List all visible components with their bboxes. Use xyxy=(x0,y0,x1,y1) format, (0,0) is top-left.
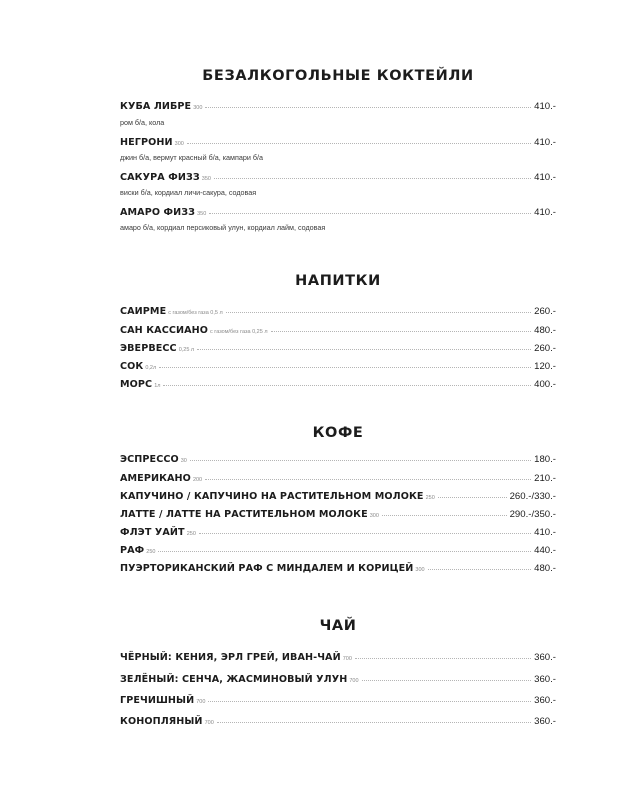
item-volume: 0,2л xyxy=(145,365,157,371)
dot-leader xyxy=(190,460,531,461)
item-volume: 300 xyxy=(415,567,425,573)
dot-leader xyxy=(197,349,531,350)
item-price: 360.- xyxy=(534,674,556,685)
item-name: КАПУЧИНО / КАПУЧИНО НА РАСТИТЕЛЬНОМ МОЛОКЕ xyxy=(120,491,424,502)
item-description: джин б/а, вермут красный б/а, кампари б/а xyxy=(120,153,263,162)
dot-leader xyxy=(382,515,507,516)
item-price: 360.- xyxy=(534,652,556,663)
dot-leader xyxy=(214,178,531,179)
item-name: АМАРО ФИЗЗ xyxy=(120,207,196,218)
menu-item xyxy=(120,695,556,706)
item-name: ЗЕЛЁНЫЙ: СЕНЧА, ЖАСМИНОВЫЙ УЛУН xyxy=(120,674,348,685)
menu-item xyxy=(120,454,556,465)
dot-leader xyxy=(362,680,532,681)
item-price: 410.- xyxy=(534,527,556,538)
item-price: 260.-/330.- xyxy=(509,491,556,502)
item-name: ЧЁРНЫЙ: КЕНИЯ, ЭРЛ ГРЕЙ, ИВАН-ЧАЙ xyxy=(120,652,341,663)
dot-leader xyxy=(271,331,532,332)
item-price: 410.- xyxy=(534,207,556,218)
menu-item xyxy=(120,172,556,183)
item-name: АМЕРИКАНО xyxy=(120,473,191,484)
item-price: 180.- xyxy=(534,454,556,465)
item-volume: 700 xyxy=(196,699,206,705)
dot-leader xyxy=(226,312,531,313)
item-price: 410.- xyxy=(534,172,556,183)
item-volume: с газом/без газа 0,5 л xyxy=(168,310,223,316)
item-price: 210.- xyxy=(534,473,556,484)
item-description: амаро б/а, кордиал персиковый улун, кордиал лайм, содовая xyxy=(120,223,326,232)
item-volume: 250 xyxy=(425,495,435,501)
dot-leader xyxy=(217,722,531,723)
dot-leader xyxy=(199,533,531,534)
menu-item xyxy=(120,674,556,685)
dot-leader xyxy=(208,701,531,702)
item-price: 120.- xyxy=(534,361,556,372)
item-price: 400.- xyxy=(534,379,556,390)
menu-item xyxy=(120,137,556,148)
item-volume: 300 xyxy=(369,513,379,519)
item-volume: 250 xyxy=(186,531,196,537)
item-name: КОНОПЛЯНЫЙ xyxy=(120,716,203,727)
item-name: НЕГРОНИ xyxy=(120,137,173,148)
menu-item xyxy=(120,325,556,336)
menu-item xyxy=(120,563,556,574)
item-volume: 200 xyxy=(192,477,203,483)
dot-leader xyxy=(187,143,531,144)
item-volume: 350 xyxy=(201,176,211,182)
dot-leader xyxy=(163,385,531,386)
menu-item xyxy=(120,101,556,112)
item-price: 480.- xyxy=(534,563,556,574)
item-price: 360.- xyxy=(534,695,556,706)
item-price: 260.- xyxy=(534,306,556,317)
item-price: 260.- xyxy=(534,343,556,354)
item-name: РАФ xyxy=(120,545,145,556)
menu-item xyxy=(120,361,556,372)
item-price: 480.- xyxy=(534,325,556,336)
menu-item xyxy=(120,473,556,484)
item-name: МОРС xyxy=(120,379,153,390)
item-name: ЭВЕРВЕСС xyxy=(120,343,177,354)
item-price: 410.- xyxy=(534,137,556,148)
section-title-drinks: НАПИТКИ xyxy=(295,273,381,289)
item-name: ЛАТТЕ / ЛАТТЕ НА РАСТИТЕЛЬНОМ МОЛОКЕ xyxy=(120,509,368,520)
item-name: КУБА ЛИБРЕ xyxy=(120,101,192,112)
menu-item xyxy=(120,652,556,663)
item-price: 360.- xyxy=(534,716,556,727)
dot-leader xyxy=(205,479,531,480)
item-name: СОК xyxy=(120,361,144,372)
dot-leader xyxy=(205,107,531,108)
dot-leader xyxy=(159,367,531,368)
item-volume: 1л xyxy=(154,383,161,389)
item-price: 440.- xyxy=(534,545,556,556)
menu-item xyxy=(120,509,556,520)
item-name: ГРЕЧИШНЫЙ xyxy=(120,695,195,706)
menu-item xyxy=(120,207,556,218)
item-name: ФЛЭТ УАЙТ xyxy=(120,527,185,538)
item-volume: 30 xyxy=(180,458,187,464)
item-volume: 700 xyxy=(349,678,359,684)
dot-leader xyxy=(209,213,531,214)
item-description: виски б/а, кордиал личи-сакура, содовая xyxy=(120,188,257,197)
dot-leader xyxy=(158,551,531,552)
item-description: ром б/а, кола xyxy=(120,118,165,127)
item-volume: с газом/без газа 0,25 л xyxy=(210,329,268,335)
dot-leader xyxy=(438,497,507,498)
item-volume: 700 xyxy=(342,656,352,662)
menu-item xyxy=(120,491,556,502)
menu-item xyxy=(120,343,556,354)
item-volume: 300 xyxy=(174,141,184,147)
item-volume: 350 xyxy=(197,211,207,217)
item-name: САН КАССИАНО xyxy=(120,325,209,336)
section-title-cocktails: БЕЗАЛКОГОЛЬНЫЕ КОКТЕЙЛИ xyxy=(202,68,474,84)
item-name: САКУРА ФИЗЗ xyxy=(120,172,200,183)
item-volume: 700 xyxy=(204,720,214,726)
menu-item xyxy=(120,527,556,538)
item-price: 290.-/350.- xyxy=(509,509,556,520)
menu-item xyxy=(120,379,556,390)
section-title-tea: ЧАЙ xyxy=(319,618,357,634)
item-name: ЭСПРЕССО xyxy=(120,454,179,465)
dot-leader xyxy=(428,569,532,570)
dot-leader xyxy=(355,658,531,659)
menu-item xyxy=(120,306,556,317)
item-name: ПУЭРТОРИКАНСКИЙ РАФ С МИНДАЛЕМ И КОРИЦЕЙ xyxy=(120,563,414,574)
item-price: 410.- xyxy=(534,101,556,112)
menu-item xyxy=(120,545,556,556)
item-volume: 0,25 л xyxy=(178,347,195,353)
menu-item xyxy=(120,716,556,727)
item-volume: 250 xyxy=(146,549,156,555)
item-volume: 300 xyxy=(193,105,203,111)
item-name: САИРМЕ xyxy=(120,306,167,317)
section-title-coffee: КОФЕ xyxy=(312,425,364,441)
